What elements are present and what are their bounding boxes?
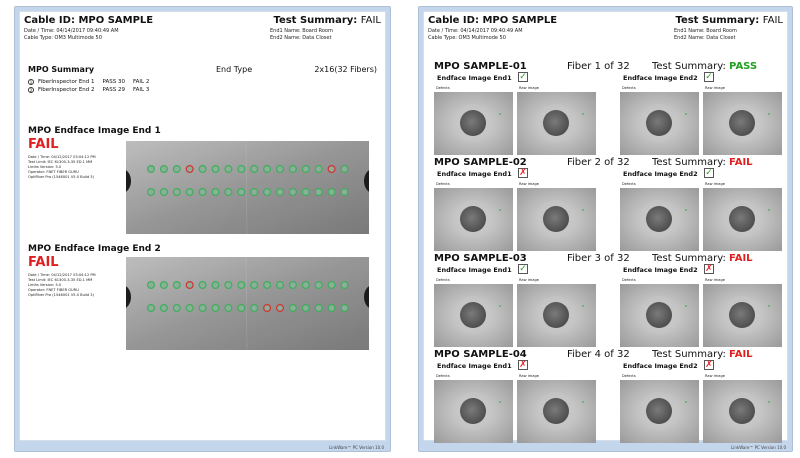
endface-end2-label: Endface Image End2 <box>623 74 698 82</box>
mpo-endface-image-end1 <box>126 141 369 234</box>
fiber-pass-marker <box>186 305 193 312</box>
endface-end2-label: Endface Image End2 <box>623 266 698 274</box>
cable-type: Cable Type: OM3 Multimode 50 <box>24 35 102 41</box>
defects-endface-image <box>620 92 699 155</box>
defects-label: Defects <box>436 86 450 90</box>
fiber-summary-result: FAIL <box>729 157 753 168</box>
fiber-pass-marker <box>212 166 219 173</box>
fiber-pass-marker <box>238 189 245 196</box>
defects-label: Defects <box>436 278 450 282</box>
info-line: Operator: FNET FIBER GURU <box>28 170 79 174</box>
footer-version: LinkWare™ PC Version 10.0 <box>329 445 384 450</box>
inspector-number-icon: 1 <box>29 79 33 85</box>
fiber-number: Fiber 1 of 32 <box>567 61 630 72</box>
fiber-pass-marker <box>199 166 206 173</box>
inspector-name: FiberInspector End 1 <box>38 79 95 85</box>
fiber-pass-marker <box>277 166 284 173</box>
defects-label: Defects <box>622 182 636 186</box>
fiber-name: MPO SAMPLE-01 <box>434 61 527 72</box>
fiber-pass-marker <box>161 166 168 173</box>
fiber-number: Fiber 2 of 32 <box>567 157 630 168</box>
info-line: Test Limit: IEC 61300-3-35 ED.1 MM <box>28 278 93 282</box>
fiber-number: Fiber 4 of 32 <box>567 349 630 360</box>
fiber-pass-marker <box>212 189 219 196</box>
fiber-count: 2x16(32 Fibers) <box>314 65 377 74</box>
info-line: OptiFiber Pro (1546001 V5.0 Build 3) <box>28 175 94 179</box>
x-mark-icon: ✗ <box>705 264 713 274</box>
info-line: Test Limit: IEC 61300-3-35 ED.1 MM <box>28 160 93 164</box>
endface-end2-label: Endface Image End2 <box>623 362 698 370</box>
test-summary-label: Test Summary: <box>273 15 358 26</box>
checkmark-icon: ✓ <box>519 72 527 82</box>
fiber-pass-marker <box>148 166 155 173</box>
fiber-pass-marker <box>315 282 322 289</box>
checkmark-icon: ✓ <box>705 168 713 178</box>
fiber-pass-marker <box>341 189 348 196</box>
fiber-pass-marker <box>277 189 284 196</box>
test-summary-result: FAIL <box>360 15 381 26</box>
raw-image-label: Raw Image <box>705 86 725 90</box>
fiber-pass-marker <box>148 305 155 312</box>
fiber-pass-marker <box>225 166 232 173</box>
fiber-test-summary <box>652 349 753 360</box>
raw-image-label: Raw Image <box>705 374 725 378</box>
info-line: Limits Version: 5.0 <box>28 283 62 287</box>
fiber-pass-marker <box>225 305 232 312</box>
fiber-pass-marker <box>264 166 271 173</box>
fiber-number: Fiber 3 of 32 <box>567 253 630 264</box>
fiber-summary-result: PASS <box>729 61 758 72</box>
inspector-pass: PASS 29 <box>102 87 125 93</box>
raw-image-label: Raw Image <box>519 278 539 282</box>
fiber-pass-marker <box>302 305 309 312</box>
info-line: OptiFiber Pro (1546001 V5.0 Build 3) <box>28 293 94 297</box>
raw-endface-image <box>517 188 596 251</box>
endface-info <box>28 273 96 298</box>
fiber-pass-marker <box>212 282 219 289</box>
fiber-pass-marker <box>315 166 322 173</box>
fiber-pass-marker <box>290 166 297 173</box>
test-summary <box>675 15 783 26</box>
fiber-pass-marker <box>199 305 206 312</box>
fiber-pass-marker <box>148 282 155 289</box>
endface-title: MPO Endface Image End 1 <box>28 126 161 136</box>
defects-endface-image <box>434 92 513 155</box>
test-summary-label: Test Summary: <box>675 15 760 26</box>
endface-result: FAIL <box>28 137 59 152</box>
raw-endface-image <box>703 284 782 347</box>
report-page-left <box>14 6 391 452</box>
fiber-pass-marker <box>148 189 155 196</box>
raw-endface-image <box>517 92 596 155</box>
defects-endface-image <box>620 284 699 347</box>
fiber-name: MPO SAMPLE-03 <box>434 253 527 264</box>
raw-image-label: Raw Image <box>519 374 539 378</box>
info-line: Date / Time: 04/12/2017 03:04:12 PM <box>28 155 96 159</box>
raw-endface-image <box>517 284 596 347</box>
fiber-pass-marker <box>302 166 309 173</box>
fiber-pass-marker <box>328 282 335 289</box>
checkmark-icon: ✓ <box>705 72 713 82</box>
defects-endface-image <box>434 284 513 347</box>
inspector-fail: FAIL 2 <box>133 79 150 85</box>
endface-title: MPO Endface Image End 2 <box>28 244 161 254</box>
x-mark-icon: ✗ <box>705 360 713 370</box>
raw-endface-image <box>703 92 782 155</box>
report-page-right-body <box>423 11 788 441</box>
fiber-fail-marker <box>186 166 193 173</box>
defects-endface-image <box>434 380 513 443</box>
cable-id: Cable ID: MPO SAMPLE <box>428 15 558 26</box>
inspector-row <box>28 87 149 93</box>
fiber-pass-marker <box>264 189 271 196</box>
defects-label: Defects <box>436 182 450 186</box>
fiber-pass-marker <box>173 282 180 289</box>
fiber-pass-marker <box>302 189 309 196</box>
datetime: Date / Time: 04/14/2017 09:40:49 AM <box>24 28 119 34</box>
report-page-right <box>418 6 793 452</box>
fiber-fail-marker <box>186 282 193 289</box>
report-page-left-body <box>19 11 386 441</box>
fiber-test-summary <box>652 253 753 264</box>
fiber-fail-marker <box>277 305 284 312</box>
fiber-pass-marker <box>199 189 206 196</box>
end-type-label: End Type <box>216 65 253 74</box>
datetime: Date / Time: 04/14/2017 09:40:49 AM <box>428 28 523 34</box>
fiber-pass-marker <box>264 282 271 289</box>
fiber-pass-marker <box>173 166 180 173</box>
end1-name: End1 Name: Board Room <box>674 28 737 34</box>
fiber-pass-marker <box>225 282 232 289</box>
raw-image-label: Raw Image <box>705 182 725 186</box>
fiber-summary-label: Test Summary: <box>652 157 726 168</box>
footer-version: LinkWare™ PC Version 10.0 <box>731 445 786 450</box>
cable-type: Cable Type: OM3 Multimode 50 <box>428 35 506 41</box>
endface-end1-label: Endface Image End1 <box>437 74 512 82</box>
fiber-pass-marker <box>251 305 258 312</box>
fiber-test-summary <box>652 61 757 72</box>
fiber-pass-marker <box>161 282 168 289</box>
endface-end2-label: Endface Image End2 <box>623 170 698 178</box>
raw-image-label: Raw Image <box>519 86 539 90</box>
fiber-pass-marker <box>161 189 168 196</box>
fiber-pass-marker <box>328 305 335 312</box>
inspector-number-icon: 2 <box>29 87 33 93</box>
fiber-pass-marker <box>341 166 348 173</box>
fiber-pass-marker <box>290 305 297 312</box>
mpo-endface-image-end2 <box>126 257 369 350</box>
info-line: Limits Version: 5.0 <box>28 165 62 169</box>
fiber-pass-marker <box>161 305 168 312</box>
raw-endface-image <box>703 380 782 443</box>
end1-name: End1 Name: Board Room <box>270 28 333 34</box>
raw-image-label: Raw Image <box>705 278 725 282</box>
fiber-summary-result: FAIL <box>729 253 753 264</box>
defects-label: Defects <box>622 278 636 282</box>
checkmark-icon: ✓ <box>519 264 527 274</box>
inspector-row <box>28 79 149 85</box>
fiber-pass-marker <box>251 189 258 196</box>
endface-end1-label: Endface Image End1 <box>437 170 512 178</box>
fiber-pass-marker <box>315 305 322 312</box>
defects-label: Defects <box>436 374 450 378</box>
defects-label: Defects <box>622 86 636 90</box>
fiber-pass-marker <box>238 305 245 312</box>
defects-endface-image <box>434 188 513 251</box>
fiber-pass-marker <box>341 282 348 289</box>
mpo-summary-title: MPO Summary <box>28 65 95 74</box>
fiber-pass-marker <box>315 189 322 196</box>
fiber-name: MPO SAMPLE-04 <box>434 349 527 360</box>
fiber-pass-marker <box>251 166 258 173</box>
inspector-pass: PASS 30 <box>102 79 125 85</box>
fiber-pass-marker <box>238 282 245 289</box>
fiber-summary-result: FAIL <box>729 349 753 360</box>
fiber-pass-marker <box>173 305 180 312</box>
end2-name: End2 Name: Data Closet <box>674 35 736 41</box>
test-summary-result: FAIL <box>762 15 783 26</box>
defects-label: Defects <box>622 374 636 378</box>
report-header <box>424 12 787 56</box>
fiber-pass-marker <box>277 282 284 289</box>
fiber-summary-label: Test Summary: <box>652 253 726 264</box>
raw-image-label: Raw Image <box>519 182 539 186</box>
fiber-pass-marker <box>341 305 348 312</box>
fiber-name: MPO SAMPLE-02 <box>434 157 527 168</box>
raw-endface-image <box>517 380 596 443</box>
info-line: Date / Time: 04/12/2017 03:04:12 PM <box>28 273 96 277</box>
info-line: Operator: FNET FIBER GURU <box>28 288 79 292</box>
fiber-pass-marker <box>328 189 335 196</box>
fiber-pass-marker <box>199 282 206 289</box>
report-header <box>20 12 385 56</box>
fiber-fail-marker <box>328 166 335 173</box>
fiber-pass-marker <box>238 166 245 173</box>
fiber-test-summary <box>652 157 753 168</box>
fiber-summary-label: Test Summary: <box>652 61 726 72</box>
fiber-pass-marker <box>302 282 309 289</box>
endface-end1-label: Endface Image End1 <box>437 266 512 274</box>
fiber-pass-marker <box>290 189 297 196</box>
endface-result: FAIL <box>28 255 59 270</box>
cable-id: Cable ID: MPO SAMPLE <box>24 15 154 26</box>
fiber-pass-marker <box>212 305 219 312</box>
raw-endface-image <box>703 188 782 251</box>
fiber-pass-marker <box>186 189 193 196</box>
x-mark-icon: ✗ <box>519 168 527 178</box>
fiber-summary-label: Test Summary: <box>652 349 726 360</box>
defects-endface-image <box>620 380 699 443</box>
fiber-pass-marker <box>225 189 232 196</box>
endface-info <box>28 155 96 180</box>
fiber-fail-marker <box>264 305 271 312</box>
endface-end1-label: Endface Image End1 <box>437 362 512 370</box>
test-summary <box>273 15 381 26</box>
end2-name: End2 Name: Data Closet <box>270 35 332 41</box>
defects-endface-image <box>620 188 699 251</box>
inspector-fail: FAIL 3 <box>133 87 150 93</box>
inspector-name: FiberInspector End 2 <box>38 87 95 93</box>
fiber-pass-marker <box>173 189 180 196</box>
fiber-pass-marker <box>251 282 258 289</box>
fiber-pass-marker <box>290 282 297 289</box>
x-mark-icon: ✗ <box>519 360 527 370</box>
